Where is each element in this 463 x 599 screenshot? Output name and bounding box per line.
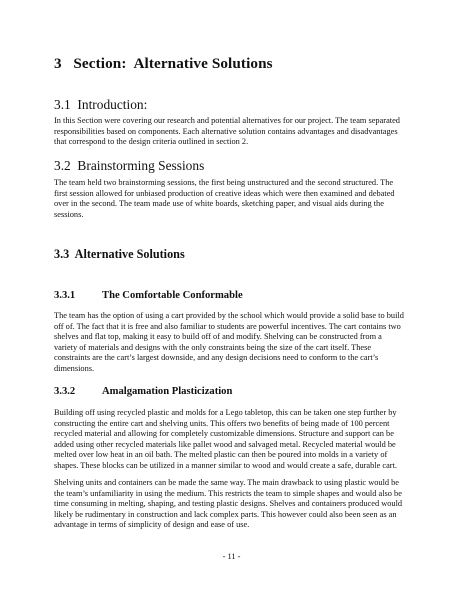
subsection-number: 3.3.1 (54, 290, 76, 301)
text-line: shelves and flat top, making it easy to build off of and modify. Shelving can be constructed from a (54, 332, 382, 341)
text-line: Shelving units and containers can be made the same way. The main drawback to using plastic would be (54, 478, 400, 487)
text-line: advantage in terms of simplicity of design and ease of use. (54, 520, 250, 529)
page-number: - 11 - (222, 552, 241, 561)
text-line: shapes. These blocks can be utilized in a manner similar to wood and would create a safe, durable cart. (54, 460, 397, 470)
intro-heading: 3.1 Introduction: (54, 97, 148, 112)
alternatives-heading: 3.3 Alternative Solutions (54, 247, 185, 261)
intro-paragraph (54, 116, 414, 148)
amalgamation-paragraph-2 (54, 478, 414, 531)
text-line: sessions. (54, 209, 84, 219)
text-line: likely be rudimentary in construction and lack complex parts. This however could also been seen as an (54, 509, 397, 519)
brainstorming-heading: 3.2 Brainstorming Sessions (54, 158, 205, 173)
text-line: dimensions. (54, 363, 95, 373)
subsection-heading-amalgamation (54, 386, 232, 397)
subsection-heading-comfortable (54, 290, 243, 301)
text-line: melted over low heat in an oil bath. The melted plastic can then be poured into molds in a variety of (54, 450, 388, 459)
amalgamation-paragraph-1 (54, 408, 414, 471)
section-title: 3 Section: Alternative Solutions (54, 55, 273, 72)
text-line: responsibilities based on components. Each alternative solution contains advantages and disadvantages (54, 126, 398, 136)
subsection-title: Amalgamation Plasticization (102, 386, 233, 397)
subsection-title: The Comfortable Conformable (102, 290, 243, 301)
text-line: Building off using recycled plastic and molds for a Lego tabletop, this can be taken one step further by (54, 408, 397, 417)
text-line: The team held two brainstorming sessions, the first being unstructured and the second structured. The (54, 178, 394, 187)
text-line: that correspond to the design criteria outlined in section 2. (54, 137, 249, 146)
brainstorming-paragraph (54, 178, 414, 220)
comfortable-paragraph (54, 311, 414, 374)
text-line: time consuming in melting, shaping, and testing plastic designs. Shelves and containers produced would (54, 499, 403, 508)
text-line: In this Section were covering our research and potential alternatives for our project. The team separated (54, 116, 400, 125)
text-line: first session allowed for unbiased production of creative ideas which were then examined and debated (54, 188, 395, 198)
text-line: added using other recycled materials like pallet wood and salvaged metal. Recycled material would be (54, 439, 396, 449)
text-line: recycled material and allowing for completely customizable dimensions. Structure and support can be (54, 429, 394, 438)
text-line: constraints are the cart’s largest downside, and any design decisions need to conform to the cart’s (54, 353, 379, 362)
text-line: off of. The fact that it is free and also familiar to students are powerful incentives. The cart contains two (54, 321, 401, 331)
text-line: over in the second. The team made use of white boards, sketching paper, and visual aids during the (54, 199, 384, 208)
text-line: The team has the option of using a cart provided by the school which would provide a solid base to build (54, 311, 404, 320)
text-line: constructing the entire cart and shelving units. This offers two benefits of being made of 100 percent (54, 418, 390, 428)
text-line: the team’s unfamiliarity in using the medium. This restricts the team to simple shapes and would also be (54, 488, 402, 498)
subsection-number: 3.3.2 (54, 386, 76, 397)
text-line: variety of materials and designs with the only constraints being the size of the cart itself. These (54, 342, 372, 352)
